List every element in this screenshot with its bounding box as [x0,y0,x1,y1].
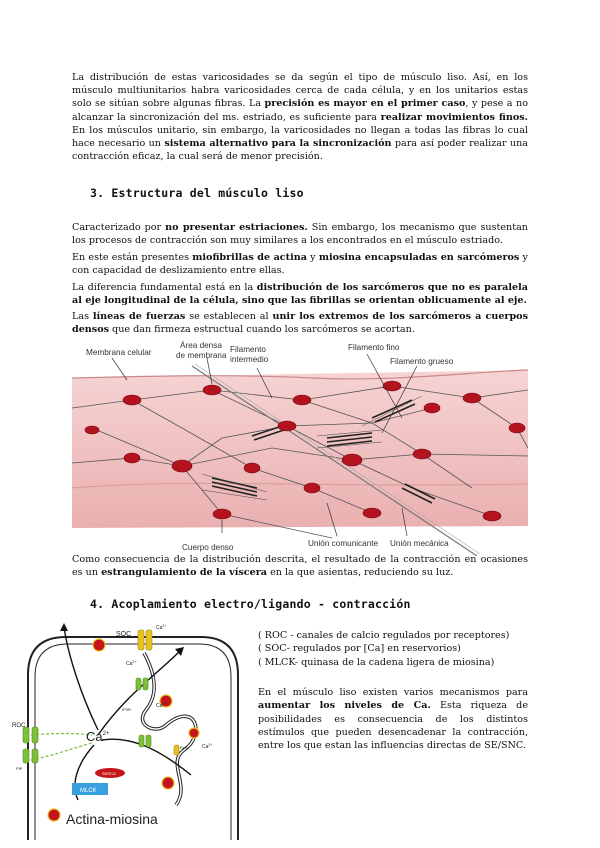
label-cuerpo-denso: Cuerpo denso [182,543,234,552]
label-ca-small-4: $Ca^{2+}$ [202,743,213,750]
paragraph-estriaciones: Caracterizado por no presentar estriaciones. Sin embargo, los mecanismo que sustentan los procesos de contracción son muy similares a los encontrados en el músculo estriado. [72,222,528,247]
label-filamento-intermedio-2: intermedio [230,355,269,364]
label-area-densa-2: de membrana [176,351,227,360]
label-union-mecanica: Unión mecánica [390,539,449,548]
label-ip3r: IP3R [122,707,131,712]
legend-soc: ( SOC- regulados por [Ca] en reservorios) [258,643,461,655]
label-actina-miosina: Actina-miosina [66,811,158,827]
label-filamento-grueso: Filamento grueso [390,357,454,366]
paragraph-miofibrillas: En este están presentes miofibrillas de actina y miosina encapsuladas en sarcómeros y con capacidad de deslizamiento entre ellas. [72,252,528,277]
label-roc: ROC [12,723,26,729]
svg-text:MLCK: MLCK [80,788,97,794]
label-ca-small-2: $Ca^{2+}$ [126,660,137,667]
legend-mlck: ( MLCK- quinasa de la cadena ligera de miosina) [258,656,495,668]
svg-text:SERCA: SERCA [102,771,116,776]
calcium-signaling-figure [6,615,246,840]
label-filamento-fino: Filamento fino [348,343,400,352]
label-ca-small-1: $Ca^{2+}$ [156,624,167,631]
smooth-muscle-structure-figure [72,338,528,556]
label-area-densa: Área densa [180,341,222,350]
section-heading-3: 3. Estructura del músculo liso [90,186,304,200]
label-filamento-intermedio: Filamento [230,345,266,354]
paragraph-estrangulamiento: Como consecuencia de la distribución descrita, el resultado de la contracción en ocasiones es un estrangulamiento de la víscera en la que asientas, reduciendo su luz. [72,554,528,579]
label-ca-main: $Ca^{2+}$ [86,729,110,744]
label-soc: SOC [116,631,132,638]
legend-roc: ( ROC - canales de calcio regulados por receptores) [258,630,510,641]
label-ryr: RyR [180,745,188,750]
paragraph-niveles-ca: En el músculo liso existen varios mecanismos para aumentar los niveles de Ca. Esta riqueza de posibilidades es consecuencia de los distintos estímulos que pueden desencadenar la contracción, entre los que estan las influencias directas de SE/SNC. [258,687,528,752]
section-heading-4: 4. Acoplamiento electro/ligando - contracción [90,597,411,611]
paragraph-lineas-fuerza: Las líneas de fuerzas se establecen al unir los extremos de los sarcómeros a cuerpos densos que dan firmeza estructual cuando los sarcómeros se acortan. [72,311,528,336]
paragraph-distribucion: La diferencia fundamental está en la distribución de los sarcómeros que no es paralela al eje longitudinal de la célula, sino que las fibrillas se orientan oblicuamente al eje. [72,282,528,307]
label-pip: PIP [16,766,23,771]
paragraph-varicosidades: La distribución de estas varicosidades se da según el tipo de músculo liso. Así, en los músculo multiunitarios habra varicosidades cerca de cada célula, y en los unitarios estas solo se sitúan sobre algunas fibras. La precisión es mayor en el primer caso, y pese a no alcanzar la sincronización del ms. estriado, es suficiente para realizar movimientos finos. En los músculos unitario, sin embargo, la varicosidades no llegan a todas las fibras lo cual hace necesario un sistema alternativo para la sincronización para así poder realizar una contracción eficaz, la cual será de menor precisión. [72,72,529,163]
legend-list [258,629,528,669]
label-ca-small-3: $Ca^{2+}$ [156,702,167,709]
label-membrana-celular: Membrana celular [86,348,152,357]
label-union-comunicante: Unión comunicante [308,539,379,548]
